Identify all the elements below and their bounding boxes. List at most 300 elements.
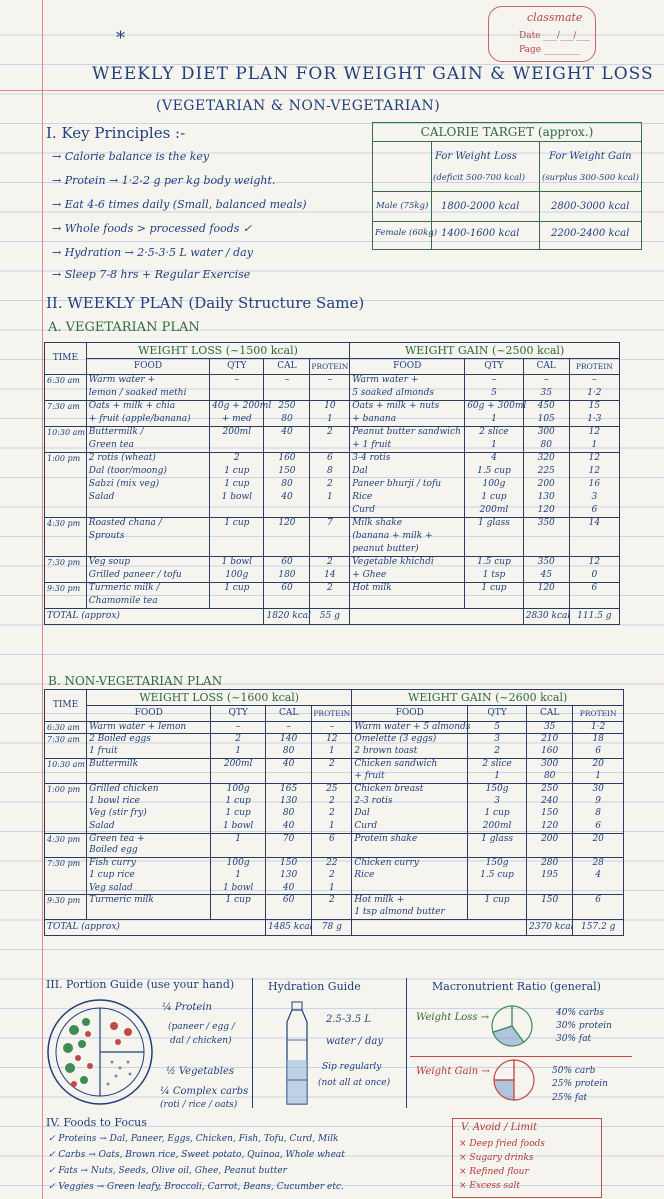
table-cell: Protein shake (352, 833, 468, 845)
table-cell: 1 bowl (211, 883, 266, 895)
table-cell: 1 (211, 870, 266, 882)
time-header: TIME (45, 343, 87, 375)
table-cell: 160 (527, 746, 573, 758)
table-cell (86, 544, 209, 557)
table-row (45, 544, 620, 557)
table-cell: 1 (569, 440, 619, 453)
table-cell: 350 (523, 518, 569, 531)
hydration-amount: 2.5-3.5 L (326, 1014, 372, 1025)
table-cell: 25 (312, 783, 352, 795)
table-cell: 5 (468, 722, 527, 734)
table-cell: Oats + milk + nuts (350, 401, 465, 414)
table-cell: 6 (310, 453, 350, 466)
table-cell: 1.5 cup (468, 870, 527, 882)
table-cell: 2 (312, 895, 352, 907)
foods-item: ✓ Carbs → Oats, Brown rice, Sweet potato, Quinoa, Whole wheat (48, 1150, 345, 1160)
table-cell: 1 (310, 414, 350, 427)
weekly-plan-heading: II. WEEKLY PLAN (Daily Structure Same) (46, 294, 365, 312)
table-cell (569, 544, 619, 557)
total-loss-protein: 55 g (310, 609, 350, 625)
table-cell: 3-4 rotis (350, 453, 465, 466)
table-row (45, 453, 620, 466)
table-cell: 100g (211, 858, 266, 870)
table-cell: Turmeric milk (87, 895, 211, 907)
table-cell (468, 883, 527, 895)
table-row (45, 505, 620, 518)
table-cell: 12 (569, 427, 619, 440)
meal-time: 9:30 pm (45, 895, 87, 920)
meal-time: 7:30 am (45, 401, 87, 427)
table-cell: 2 (312, 759, 352, 771)
macro-gain-2: 25% protein (552, 1079, 608, 1089)
table-cell: 8 (573, 808, 624, 820)
foods-heading: IV. Foods to Focus (46, 1116, 147, 1129)
loss-band: WEIGHT LOSS (~1500 kcal) (86, 343, 349, 359)
table-cell: Paneer bhurji / tofu (350, 479, 465, 492)
table-cell: Oats + milk + chia (86, 401, 209, 414)
table-cell: 140 (266, 734, 312, 746)
nonveg-plan-heading: B. NON-VEGETARIAN PLAN (48, 674, 223, 688)
column-header: QTY (211, 706, 266, 722)
page-subtitle: (VEGETARIAN & NON-VEGETARIAN) (156, 98, 441, 114)
table-cell: 2 (310, 557, 350, 570)
table-row (45, 808, 624, 820)
meal-time: 1:00 pm (45, 783, 87, 833)
table-cell: 1 bowl rice (87, 796, 211, 808)
table-cell: 6 (312, 833, 352, 845)
table-cell: 12 (569, 557, 619, 570)
table-cell: 70 (266, 833, 312, 845)
hydration-sip: Sip regularly (322, 1062, 382, 1072)
column-header: PROTEIN (569, 359, 619, 375)
table-cell (527, 883, 573, 895)
meal-time: 7:30 am (45, 734, 87, 759)
table-cell: 10 (310, 401, 350, 414)
table-cell: 2 (210, 453, 264, 466)
page-label: Page ________ (519, 45, 580, 55)
table-row (45, 375, 620, 388)
pie-slice (514, 1060, 534, 1100)
page-title: WEEKLY DIET PLAN FOR WEIGHT GAIN & WEIGHT LOSS (92, 64, 654, 84)
table-cell: 1 bowl (211, 821, 266, 833)
table-cell: 6 (569, 505, 619, 518)
table-cell: 1 (310, 492, 350, 505)
table-cell: 1 (312, 883, 352, 895)
table-cell (569, 596, 619, 609)
spacer-cell (350, 609, 524, 625)
table-row (45, 845, 624, 857)
header-line (0, 90, 664, 91)
table-cell: 1 cup (468, 895, 527, 907)
table-cell: 1 (465, 440, 524, 453)
table-cell: 150 (527, 895, 573, 907)
table-cell (211, 771, 266, 783)
table-row (45, 870, 624, 882)
key-principle-item: → Protein → 1·2-2 g per kg body weight. (52, 174, 276, 187)
table-cell: 200 (523, 479, 569, 492)
table-cell (573, 907, 624, 919)
loss-band: WEIGHT LOSS (~1600 kcal) (87, 690, 352, 706)
macro-loss-pie (490, 1004, 534, 1048)
meal-time: 9:30 pm (45, 583, 87, 609)
table-cell: 1 glass (468, 833, 527, 845)
spacer-cell (352, 920, 527, 936)
table-cell: 200ml (465, 505, 524, 518)
table-cell: 80 (264, 479, 310, 492)
table-cell: Chamomile tea (86, 596, 209, 609)
table-cell (523, 544, 569, 557)
portion-protein-sub2: dal / chicken) (170, 1036, 232, 1046)
table-cell: Curd (350, 505, 465, 518)
table-cell: 200ml (468, 821, 527, 833)
table-cell: Hot milk (350, 583, 465, 596)
table-cell (266, 771, 312, 783)
table-cell (87, 907, 211, 919)
table-cell: 6 (573, 895, 624, 907)
table-cell: 320 (523, 453, 569, 466)
total-label: TOTAL (approx) (45, 920, 266, 936)
portion-carbs: ¼ Complex carbs (160, 1086, 249, 1097)
table-cell: Salad (87, 821, 211, 833)
hydration-title: Hydration Guide (268, 980, 361, 993)
table-row (45, 479, 620, 492)
male-loss: 1800-2000 kcal (441, 201, 520, 212)
table-cell: 100g (211, 783, 266, 795)
table-cell: 30 (573, 783, 624, 795)
table-cell: 60 (264, 583, 310, 596)
table-cell: 1 cup (210, 466, 264, 479)
gain-col-sub: (surplus 300-500 kcal) (542, 173, 639, 183)
table-cell: 60g + 300ml (465, 401, 524, 414)
table-row (45, 466, 620, 479)
table-cell: Chicken sandwich (352, 759, 468, 771)
table-cell: 105 (523, 414, 569, 427)
table-cell: 1 cup (211, 796, 266, 808)
avoid-item: × Sugary drinks (459, 1153, 534, 1163)
classmate-stamp (488, 6, 596, 62)
key-principle-item: → Calorie balance is the key (52, 150, 210, 163)
male-gain: 2800-3000 kcal (551, 201, 630, 212)
table-cell (264, 596, 310, 609)
table-cell: 18 (573, 734, 624, 746)
portion-protein-sub1: (paneer / egg / (168, 1022, 235, 1032)
time-header: TIME (45, 690, 87, 722)
table-cell: Peanut butter sandwich (350, 427, 465, 440)
table-row (45, 557, 620, 570)
table-cell: Dal (352, 808, 468, 820)
meal-time: 6:30 am (45, 722, 87, 734)
avoid-box (452, 1118, 602, 1198)
table-cell: 35 (527, 722, 573, 734)
table-cell: Boiled egg (87, 845, 211, 857)
table-cell: Rice (350, 492, 465, 505)
table-cell: 80 (266, 808, 312, 820)
table-cell: 1 cup (465, 492, 524, 505)
star-mark: * (116, 28, 125, 49)
total-gain-protein: 111.5 g (569, 609, 619, 625)
table-cell: 1 cup (465, 583, 524, 596)
portion-veg: ½ Vegetables (166, 1066, 235, 1077)
table-cell: 3 (468, 734, 527, 746)
table-cell (350, 596, 465, 609)
table-cell: – (266, 722, 312, 734)
table-cell: Sabzi (mix veg) (86, 479, 209, 492)
table-row (45, 907, 624, 919)
table-cell (210, 544, 264, 557)
table-cell: 5 soaked almonds (350, 388, 465, 401)
table-cell: Rice (352, 870, 468, 882)
table-cell (312, 907, 352, 919)
table-cell: 1 (468, 771, 527, 783)
table-cell (210, 388, 264, 401)
table-row (45, 401, 620, 414)
table-cell: 45 (523, 570, 569, 583)
table-cell: Dal (toor/moong) (86, 466, 209, 479)
table-row (45, 596, 620, 609)
table-cell (210, 531, 264, 544)
table-cell: 300 (523, 427, 569, 440)
table-cell: Sprouts (86, 531, 209, 544)
table-cell: 2 (312, 796, 352, 808)
table-cell: 4 (465, 453, 524, 466)
table-row (45, 518, 620, 531)
table-cell: Salad (86, 492, 209, 505)
meal-time: 7:30 pm (45, 557, 87, 583)
table-cell: 150 (266, 858, 312, 870)
gain-col-header: For Weight Gain (549, 151, 632, 162)
table-row (45, 531, 620, 544)
table-cell: 1·3 (569, 414, 619, 427)
table-cell: 40 (266, 883, 312, 895)
table-cell: 4 (573, 870, 624, 882)
table-cell: 1.5 cup (465, 466, 524, 479)
column-header: PROTEIN (312, 706, 352, 722)
pie-slice (493, 1026, 524, 1046)
table-cell: 200 (527, 833, 573, 845)
table-cell (310, 544, 350, 557)
table-cell: – (310, 375, 350, 388)
calorie-target-box (372, 122, 642, 250)
table-cell: 6 (569, 583, 619, 596)
macro-gain-label: Weight Gain → (416, 1066, 490, 1077)
table-cell: 28 (573, 858, 624, 870)
table-cell (266, 845, 312, 857)
table-cell: 1 bowl (210, 557, 264, 570)
table-cell: 130 (266, 870, 312, 882)
table-cell: Roasted chana / (86, 518, 209, 531)
table-cell: 210 (527, 734, 573, 746)
water-bottle-icon (282, 1000, 312, 1108)
table-cell: 1 cup (210, 479, 264, 492)
column-header: QTY (210, 359, 264, 375)
table-cell: + fruit (352, 771, 468, 783)
table-cell: Grilled paneer / tofu (86, 570, 209, 583)
total-loss-cal: 1485 kcal (266, 920, 312, 936)
table-cell: 350 (523, 557, 569, 570)
table-row (45, 583, 620, 596)
table-cell: 180 (264, 570, 310, 583)
table-cell: 1·2 (573, 722, 624, 734)
table-cell: + fruit (apple/banana) (86, 414, 209, 427)
table-cell: + 1 fruit (350, 440, 465, 453)
table-cell: 120 (527, 821, 573, 833)
table-cell: 80 (264, 414, 310, 427)
table-cell: 2 (310, 583, 350, 596)
avoid-item: × Refined flour (459, 1167, 529, 1177)
column-header: CAL (527, 706, 573, 722)
table-cell: 150g (468, 858, 527, 870)
macro-divider (410, 1056, 632, 1057)
table-cell (523, 596, 569, 609)
veg-plan-heading: A. VEGETARIAN PLAN (48, 320, 200, 335)
column-header: FOOD (87, 706, 211, 722)
table-row (45, 895, 624, 907)
table-cell: 12 (312, 734, 352, 746)
table-cell: 60 (264, 557, 310, 570)
table-cell: Chicken curry (352, 858, 468, 870)
table-cell: 1 (211, 746, 266, 758)
female-gain: 2200-2400 kcal (551, 228, 630, 239)
table-cell: 22 (312, 858, 352, 870)
table-cell: Hot milk + (352, 895, 468, 907)
table-cell: Warm water + 5 almonds (352, 722, 468, 734)
table-cell: Veg (stir fry) (87, 808, 211, 820)
table-row (45, 883, 624, 895)
table-cell: 1 cup (210, 518, 264, 531)
table-cell: 250 (527, 783, 573, 795)
table-row (45, 427, 620, 440)
table-cell: 1 bowl (210, 492, 264, 505)
table-cell (527, 907, 573, 919)
table-cell: 80 (266, 746, 312, 758)
table-cell: 1 glass (465, 518, 524, 531)
table-cell (310, 531, 350, 544)
table-cell: 195 (527, 870, 573, 882)
loss-col-sub: (deficit 500-700 kcal) (433, 173, 526, 183)
table-cell: 40 (264, 427, 310, 440)
table-cell: Milk shake (350, 518, 465, 531)
table-cell: 12 (569, 466, 619, 479)
male-label: Male (75kg) (376, 201, 429, 211)
key-principle-item: → Sleep 7-8 hrs + Regular Exercise (52, 268, 251, 281)
pie-slice (494, 1080, 514, 1100)
total-loss-protein: 78 g (312, 920, 352, 936)
table-cell: 7 (310, 518, 350, 531)
column-header: PROTEIN (573, 706, 624, 722)
table-cell: 12 (569, 453, 619, 466)
table-row (45, 796, 624, 808)
brand-name: classmate (527, 11, 583, 24)
key-principle-item: → Hydration → 2·5-3·5 L water / day (52, 246, 253, 259)
table-cell: Grilled chicken (87, 783, 211, 795)
table-cell: Veg salad (87, 883, 211, 895)
table-cell: 9 (573, 796, 624, 808)
meal-time: 4:30 pm (45, 518, 87, 557)
table-cell: + banana (350, 414, 465, 427)
key-principles-heading: I. Key Principles :- (46, 124, 186, 142)
table-cell: 1·2 (569, 388, 619, 401)
table-cell: – (523, 375, 569, 388)
table-cell (310, 388, 350, 401)
total-loss-cal: 1820 kcal (264, 609, 310, 625)
table-cell: 2 Boiled eggs (87, 734, 211, 746)
table-cell: Dal (350, 466, 465, 479)
avoid-item: × Deep fried foods (459, 1139, 545, 1149)
macro-loss-label: Weight Loss → (416, 1012, 490, 1023)
column-header: QTY (468, 706, 527, 722)
table-cell: – (211, 722, 266, 734)
table-cell (87, 771, 211, 783)
table-cell: 14 (569, 518, 619, 531)
table-cell (573, 845, 624, 857)
table-cell: 1 (312, 746, 352, 758)
hydration-note: (not all at once) (318, 1078, 391, 1088)
foods-item: ✓ Fats → Nuts, Seeds, Olive oil, Ghee, Peanut butter (48, 1166, 287, 1176)
table-row (45, 783, 624, 795)
table-cell: 2 (310, 479, 350, 492)
meal-time: 4:30 pm (45, 833, 87, 858)
table-cell: 2 rotis (wheat) (86, 453, 209, 466)
table-cell: 1 cup rice (87, 870, 211, 882)
table-cell: 0 (569, 570, 619, 583)
table-cell: Green tea + (87, 833, 211, 845)
table-cell: 3 (468, 796, 527, 808)
table-cell: 20 (573, 759, 624, 771)
table-cell: 120 (523, 583, 569, 596)
table-row (45, 771, 624, 783)
macro-title: Macronutrient Ratio (general) (432, 980, 601, 993)
table-cell (210, 440, 264, 453)
table-cell: Turmeric milk / (86, 583, 209, 596)
macro-loss-3: 30% fat (556, 1034, 592, 1044)
table-cell (352, 883, 468, 895)
table-cell (310, 505, 350, 518)
table-cell: 40 (264, 492, 310, 505)
table-cell: 1 cup (468, 808, 527, 820)
table-cell: Veg soup (86, 557, 209, 570)
table-cell (468, 845, 527, 857)
table-cell: 150 (527, 808, 573, 820)
table-cell: Buttermilk (87, 759, 211, 771)
table-cell: Green tea (86, 440, 209, 453)
table-cell: + Ghee (350, 570, 465, 583)
table-cell: Warm water + (350, 375, 465, 388)
table-cell: – (264, 375, 310, 388)
portion-protein: ¼ Protein (162, 1002, 212, 1013)
nonveg-plan-table (44, 689, 624, 936)
table-cell (210, 505, 264, 518)
table-cell: 1 (573, 771, 624, 783)
gain-band: WEIGHT GAIN (~2600 kcal) (352, 690, 624, 706)
table-cell: 120 (264, 518, 310, 531)
table-cell (211, 845, 266, 857)
table-cell: + med (210, 414, 264, 427)
table-cell (310, 596, 350, 609)
column-header: FOOD (350, 359, 465, 375)
macro-gain-3: 25% fat (552, 1093, 588, 1103)
table-cell: lemon / soaked methi (86, 388, 209, 401)
table-cell: 1 cup (211, 895, 266, 907)
table-cell: Chicken breast (352, 783, 468, 795)
table-cell: Warm water + lemon (87, 722, 211, 734)
table-cell: 40 (266, 821, 312, 833)
table-cell: peanut butter) (350, 544, 465, 557)
table-cell: 225 (523, 466, 569, 479)
table-cell: 100g (210, 570, 264, 583)
meal-time: 6:30 am (45, 375, 87, 401)
table-cell (465, 531, 524, 544)
margin-line (42, 0, 43, 1199)
